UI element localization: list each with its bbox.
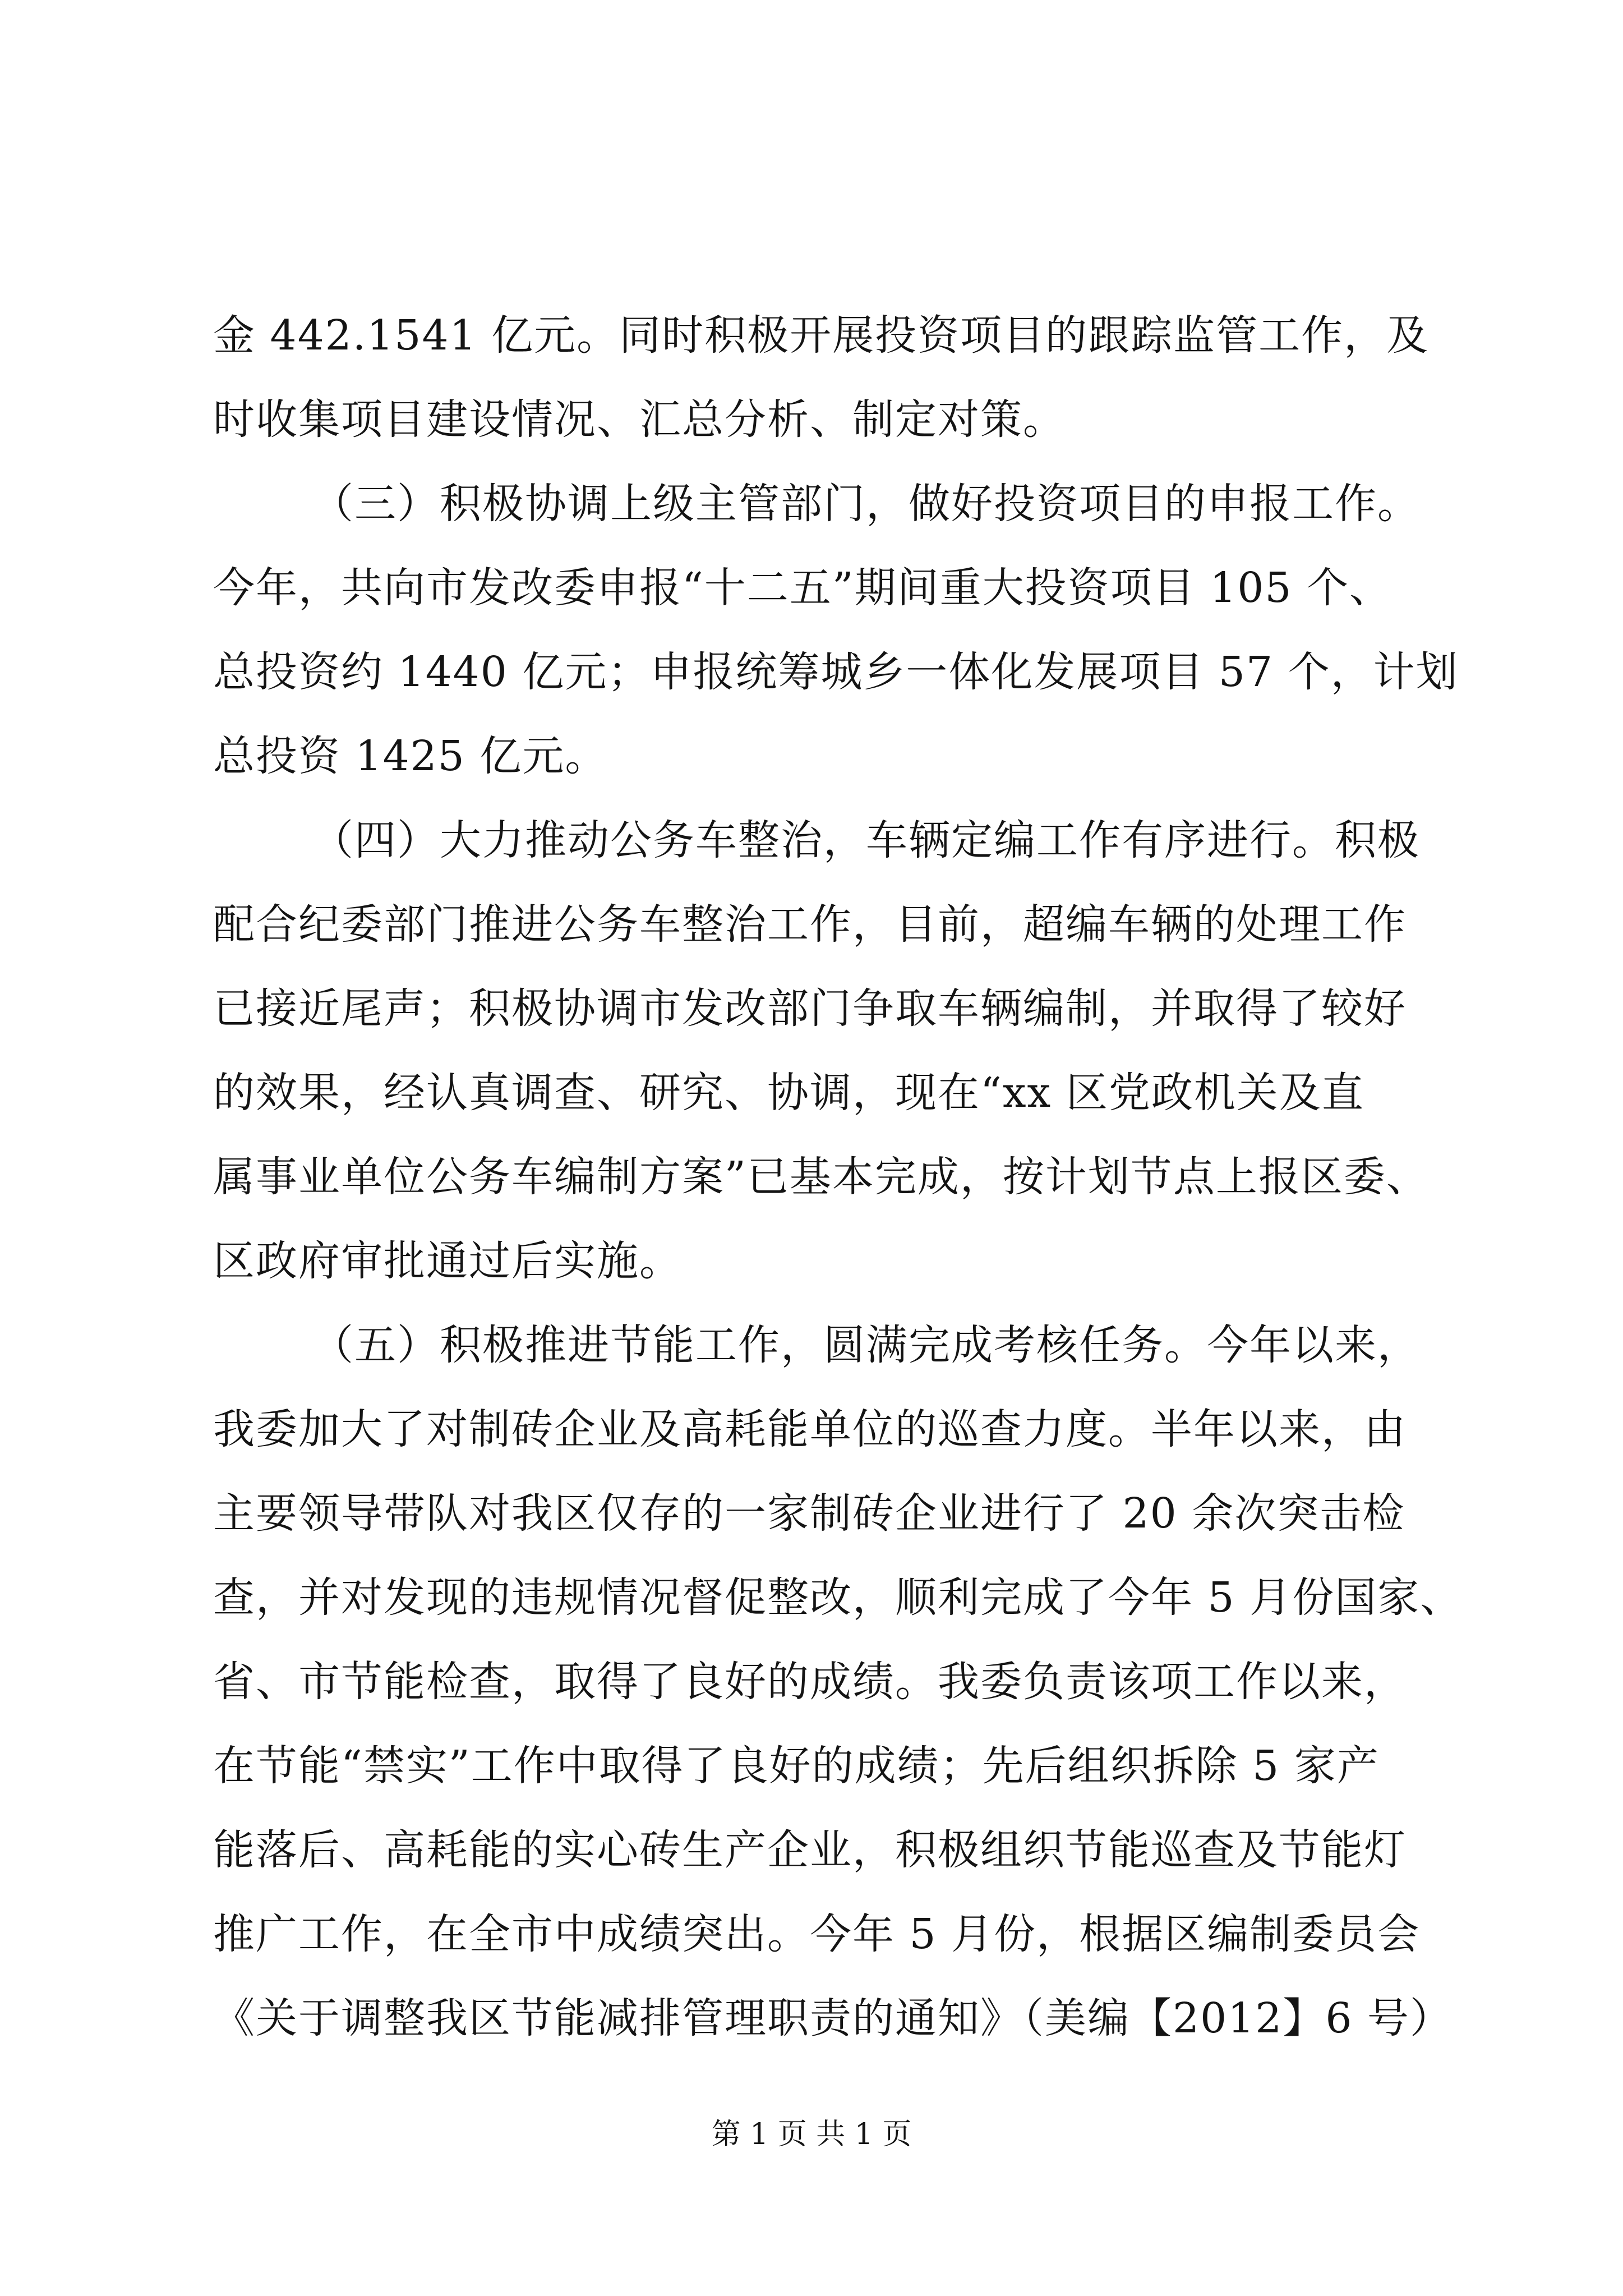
page-footer	[0, 2115, 1623, 2154]
text-line: 金 442.1541 亿元。同时积极开展投资项目的跟踪监管工作，及	[213, 311, 1430, 360]
page-number-label: 第 1 页 共 1 页	[711, 2118, 912, 2151]
text-line: 的效果，经认真调查、研究、协调，现在“xx 区党政机关及直	[213, 1069, 1364, 1117]
text-line: 总投资约 1440 亿元；申报统筹城乡一体化发展项目 57 个，计划	[213, 648, 1459, 696]
text-line: 总投资 1425 亿元。	[213, 732, 608, 780]
text-line: 推广工作，在全市中成绩突出。今年 5 月份，根据区编制委员会	[213, 1910, 1421, 1958]
section-heading-line: （五）积极推进节能工作，圆满完成考核任务。今年以来，	[312, 1321, 1420, 1369]
text-line: 查，并对发现的违规情况督促整改，顺利完成了今年 5 月份国家、	[213, 1573, 1463, 1622]
text-line: 能落后、高耗能的实心砖生产企业，积极组织节能巡查及节能灯	[213, 1826, 1407, 1874]
text-line: 省、市节能检查，取得了良好的成绩。我委负责该项工作以来，	[213, 1658, 1407, 1706]
text-line: 《关于调整我区节能减排管理职责的通知》（美编【2012】6 号）	[213, 1994, 1453, 2042]
text-line: 在节能“禁实”工作中取得了良好的成绩；先后组织拆除 5 家产	[213, 1742, 1380, 1790]
text-line: 配合纪委部门推进公务车整治工作，目前，超编车辆的处理工作	[213, 900, 1407, 949]
text-line: 区政府审批通过后实施。	[213, 1237, 682, 1285]
text-line: 我委加大了对制砖企业及高耗能单位的巡查力度。半年以来，由	[213, 1405, 1407, 1453]
text-line: 时收集项目建设情况、汇总分析、制定对策。	[213, 395, 1066, 444]
text-line: 今年，共向市发改委申报“十二五”期间重大投资项目 105 个、	[213, 564, 1392, 612]
text-line: 主要领导带队对我区仅存的一家制砖企业进行了 20 余次突击检	[213, 1489, 1405, 1538]
section-heading-line: （四）大力推动公务车整治，车辆定编工作有序进行。积极	[312, 816, 1420, 864]
text-line: 属事业单位公务车编制方案”已基本完成，按计划节点上报区委、	[213, 1153, 1429, 1201]
text-line: 已接近尾声；积极协调市发改部门争取车辆编制，并取得了较好	[213, 984, 1407, 1033]
section-heading-line: （三）积极协调上级主管部门，做好投资项目的申报工作。	[312, 480, 1420, 528]
